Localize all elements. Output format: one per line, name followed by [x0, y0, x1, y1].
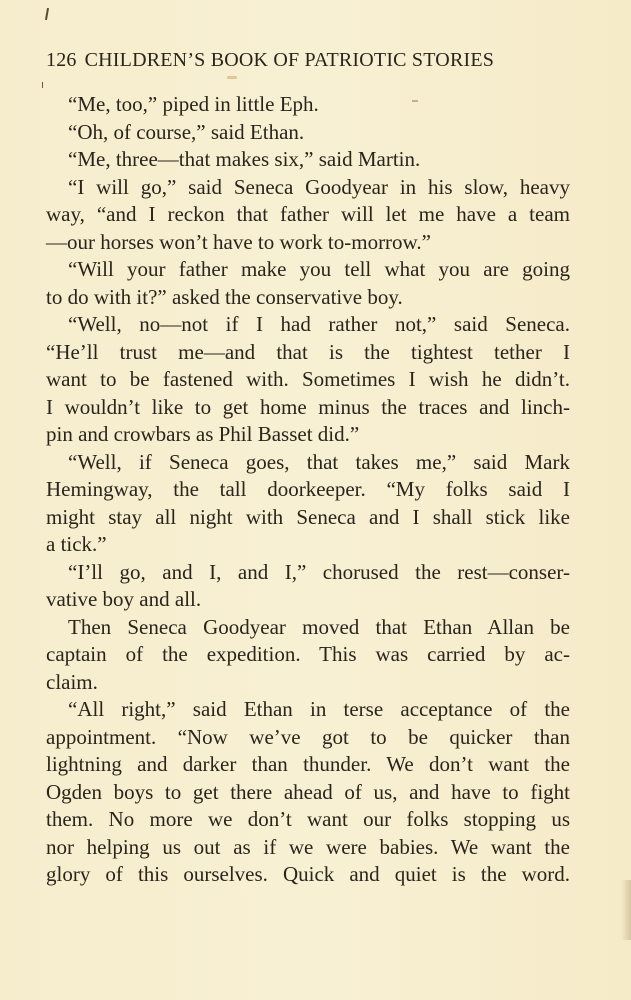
text-line-content: Hemingway, the tall doorkeeper. “My folks said I	[46, 477, 570, 501]
text-line-content: lightning and darker than thunder. We don’t want the	[46, 752, 570, 776]
text-line	[46, 311, 570, 339]
page-body-text	[46, 91, 570, 889]
text-line: “Oh, of course,” said Ethan.	[68, 119, 305, 144]
text-line-content: appointment. “Now we’ve got to be quicker than	[46, 724, 570, 749]
text-line	[46, 559, 570, 587]
text-line	[46, 256, 570, 284]
text-line: “Me, too,” piped in little Eph.	[68, 92, 319, 116]
text-line	[46, 696, 570, 724]
text-line	[46, 861, 570, 889]
text-line-content: I wouldn’t like to get home minus the traces and linch-	[46, 394, 570, 419]
text-line-content: Ogden boys to get there ahead of us, and have to fight	[46, 779, 570, 804]
text-line: claim.	[46, 669, 98, 694]
ink-smudge	[227, 76, 237, 79]
text-line	[46, 751, 570, 779]
text-line: “Me, three—that makes six,” said Martin.	[68, 147, 421, 171]
text-line: —our horses won’t have to work to-morrow.”	[46, 229, 431, 254]
text-line-content: “All right,” said Ethan in terse acceptance of the	[68, 697, 570, 721]
text-line-content: “Well, if Seneca goes, that takes me,” said Mark	[68, 449, 570, 474]
text-line-content: “He’ll trust me—and that is the tightest tether I	[46, 339, 570, 364]
text-line-content: want to be fastened with. Sometimes I wish he didn’t.	[46, 367, 570, 391]
text-line-content: captain of the expedition. This was carried by ac-	[46, 642, 570, 666]
text-line	[46, 806, 570, 834]
text-line	[46, 641, 570, 669]
page-edge-shadow	[621, 880, 631, 940]
text-line	[46, 476, 570, 504]
text-line-content: “Will your father make you tell what you are going	[68, 257, 570, 281]
text-line	[46, 201, 570, 229]
text-line	[46, 339, 570, 367]
text-line-content: “Well, no—not if I had rather not,” said Seneca.	[68, 312, 570, 336]
text-line-content: them. No more we don’t want our folks stopping us	[46, 807, 570, 831]
text-line-content: glory of this ourselves. Quick and quiet is the word.	[46, 862, 570, 886]
text-line-content: way, “and I reckon that father will let me have a team	[46, 202, 570, 226]
text-line: vative boy and all.	[46, 587, 202, 611]
text-line-content: “I will go,” said Seneca Goodyear in his slow, heavy	[68, 174, 570, 199]
text-line	[46, 504, 570, 532]
ink-mark	[45, 8, 49, 20]
text-line: to do with it?” asked the conservative boy.	[46, 284, 403, 309]
text-line	[46, 779, 570, 807]
running-header	[46, 49, 536, 72]
text-line	[46, 366, 570, 394]
running-title: CHILDREN’S BOOK OF PATRIOTIC STORIES	[84, 49, 495, 71]
text-line: a tick.”	[46, 532, 107, 556]
text-line	[46, 449, 570, 477]
text-line	[46, 614, 570, 642]
text-line-content: “I’ll go, and I, and I,” chorused the rest—conser-	[68, 559, 570, 584]
text-line: pin and crowbars as Phil Basset did.”	[46, 422, 360, 446]
text-line	[46, 174, 570, 202]
text-line-content: Then Seneca Goodyear moved that Ethan Allan be	[68, 614, 570, 639]
text-line	[46, 724, 570, 752]
text-line	[46, 834, 570, 862]
page-number: 126	[46, 49, 77, 71]
ink-mark	[42, 82, 43, 88]
text-line-content: nor helping us out as if we were babies. We want the	[46, 834, 570, 859]
text-line	[46, 394, 570, 422]
text-line-content: might stay all night with Seneca and I shall stick like	[46, 504, 570, 529]
